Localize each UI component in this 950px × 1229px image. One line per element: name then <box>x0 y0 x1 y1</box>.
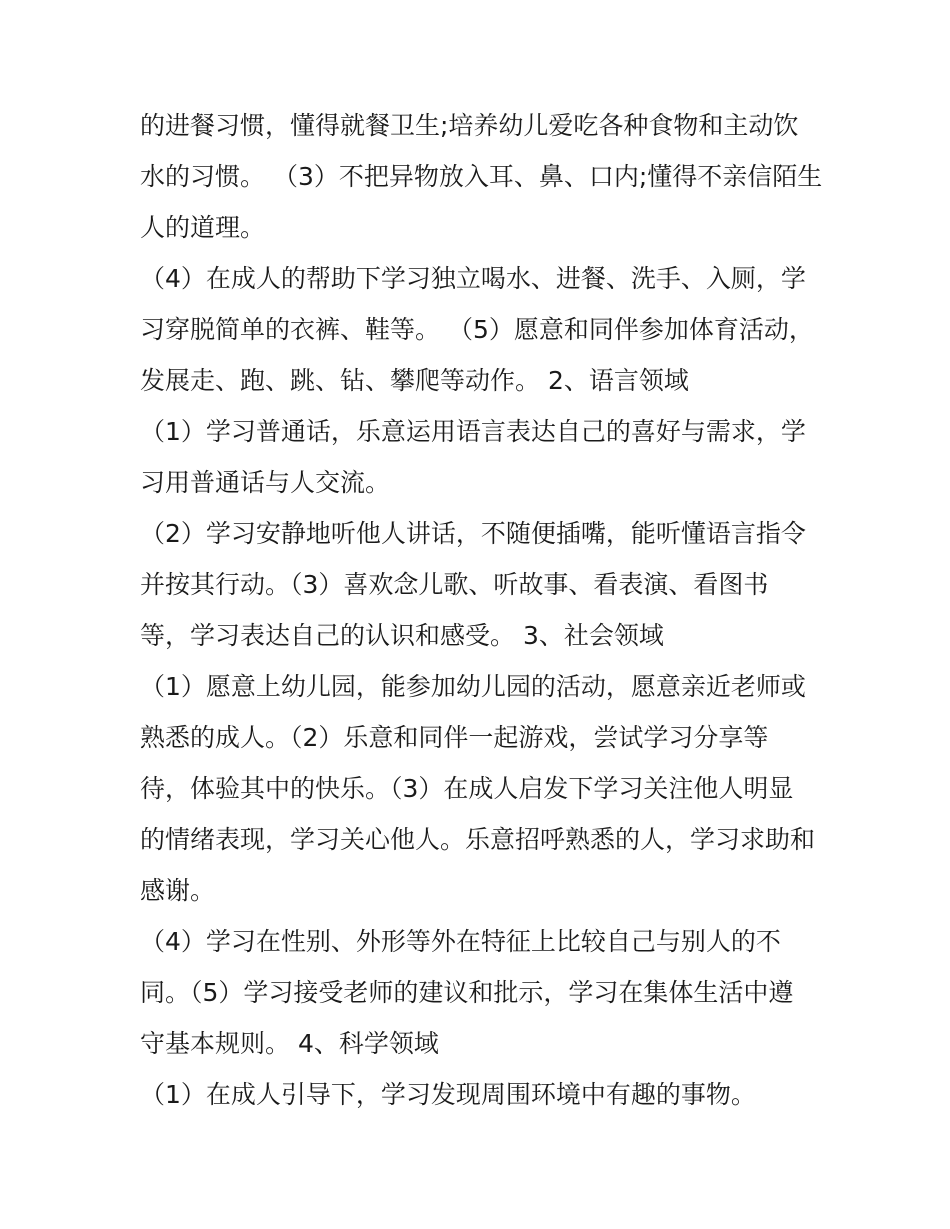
text-line: （1）在成人引导下，学习发现周围环境中有趣的事物。 <box>140 1080 756 1109</box>
text-line: （4）学习在性别、外形等外在特征上比较自己与别人的不 <box>140 927 781 956</box>
text-line: 水的习惯。 （3）不把异物放入耳、鼻、口内;懂得不亲信陌生 <box>140 162 823 191</box>
text-line: 熟悉的成人。（2）乐意和同伴一起游戏，尝试学习分享等 <box>140 723 769 752</box>
text-line: 习用普通话与人交流。 <box>140 468 391 497</box>
text-line: （4）在成人的帮助下学习独立喝水、进餐、洗手、入厕，学 <box>140 264 806 293</box>
text-line: 同。（5）学习接受老师的建议和批示，学习在集体生活中遵 <box>140 978 794 1007</box>
text-line: 待，体验其中的快乐。（3）在成人启发下学习关注他人明显 <box>140 774 794 803</box>
text-line: 感谢。 <box>140 876 216 905</box>
text-line: 的进餐习惯，懂得就餐卫生;培养幼儿爱吃各种食物和主动饮 <box>140 111 799 140</box>
text-line: （1）愿意上幼儿园，能参加幼儿园的活动，愿意亲近老师或 <box>140 672 806 701</box>
text-line: 并按其行动。（3）喜欢念儿歌、听故事、看表演、看图书 <box>140 570 769 599</box>
text-line: （1）学习普通话，乐意运用语言表达自己的喜好与需求，学 <box>140 417 806 446</box>
text-line: （2）学习安静地听他人讲话，不随便插嘴，能听懂语言指令 <box>140 519 806 548</box>
text-line: 习穿脱简单的衣裤、鞋等。 （5）愿意和同伴参加体育活动， <box>140 315 814 344</box>
text-line: 的情绪表现，学习关心他人。乐意招呼熟悉的人，学习求助和 <box>140 825 816 854</box>
text-line: 人的道理。 <box>140 213 266 242</box>
text-line: 发展走、跑、跳、钻、攀爬等动作。 2、语言领域 <box>140 366 689 395</box>
text-line: 守基本规则。 4、科学领域 <box>140 1029 439 1058</box>
text-line: 等，学习表达自己的认识和感受。 3、社会领域 <box>140 621 664 650</box>
